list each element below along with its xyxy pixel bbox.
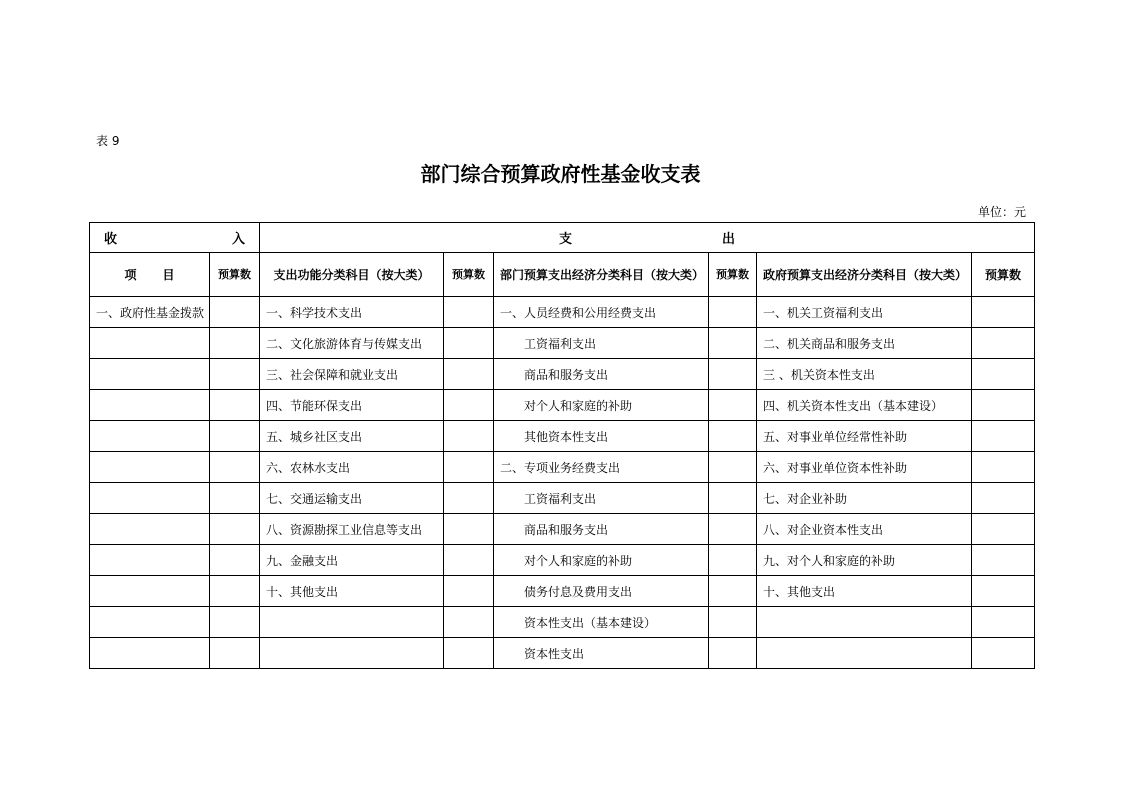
gov-amount-cell — [972, 359, 1035, 390]
col-header-gov-amount: 预算数 — [972, 253, 1035, 297]
gov-economic-item-cell: 八、对企业资本性支出 — [757, 514, 972, 545]
gov-amount-cell — [972, 297, 1035, 328]
dept-economic-item-cell: 商品和服务支出 — [494, 359, 709, 390]
item-char-a: 项 — [124, 268, 137, 282]
dept-economic-item-cell: 二、专项业务经费支出 — [494, 452, 709, 483]
col-header-functional-amount: 预算数 — [444, 253, 494, 297]
functional-amount-cell — [444, 359, 494, 390]
functional-item-cell: 三、社会保障和就业支出 — [260, 359, 444, 390]
table-row — [90, 607, 1035, 638]
gov-amount-cell — [972, 483, 1035, 514]
budget-table — [89, 222, 1035, 669]
functional-item-cell — [260, 638, 444, 669]
expense-right-char: 出 — [722, 232, 736, 247]
functional-amount-cell — [444, 607, 494, 638]
functional-item-cell: 六、农林水支出 — [260, 452, 444, 483]
gov-economic-item-cell: 三 、机关资本性支出 — [757, 359, 972, 390]
dept-amount-cell — [709, 359, 757, 390]
col-header-functional: 支出功能分类科目（按大类） — [260, 253, 444, 297]
income-item-cell — [90, 328, 210, 359]
income-item-cell — [90, 390, 210, 421]
dept-economic-item-cell: 对个人和家庭的补助 — [494, 545, 709, 576]
income-item-cell — [90, 576, 210, 607]
gov-amount-cell — [972, 328, 1035, 359]
dept-amount-cell — [709, 390, 757, 421]
gov-economic-item-cell: 一、机关工资福利支出 — [757, 297, 972, 328]
functional-amount-cell — [444, 421, 494, 452]
income-item-cell — [90, 421, 210, 452]
functional-item-cell: 八、资源勘探工业信息等支出 — [260, 514, 444, 545]
item-char-b: 目 — [162, 268, 175, 282]
functional-amount-cell — [444, 638, 494, 669]
gov-amount-cell — [972, 545, 1035, 576]
col-header-dept-amount: 预算数 — [709, 253, 757, 297]
income-amount-cell — [210, 452, 260, 483]
gov-economic-item-cell — [757, 607, 972, 638]
gov-economic-item-cell: 六、对事业单位资本性补助 — [757, 452, 972, 483]
dept-economic-item-cell: 资本性支出 — [494, 638, 709, 669]
gov-economic-item-cell: 七、对企业补助 — [757, 483, 972, 514]
col-header-gov-economic: 政府预算支出经济分类科目（按大类） — [757, 253, 972, 297]
unit-label: 单位：元 — [977, 205, 1026, 219]
income-amount-cell — [210, 359, 260, 390]
dept-economic-item-cell: 工资福利支出 — [494, 483, 709, 514]
group-header-row — [90, 223, 1035, 253]
dept-economic-item-cell: 对个人和家庭的补助 — [494, 390, 709, 421]
functional-amount-cell — [444, 576, 494, 607]
income-left-char: 收 — [104, 232, 118, 247]
expense-group-header — [260, 223, 1035, 253]
income-amount-cell — [210, 638, 260, 669]
functional-amount-cell — [444, 514, 494, 545]
functional-amount-cell — [444, 483, 494, 514]
income-item-cell: 一、政府性基金拨款 — [90, 297, 210, 328]
column-header-row — [90, 253, 1035, 297]
functional-item-cell: 二、文化旅游体育与传媒支出 — [260, 328, 444, 359]
income-item-cell — [90, 359, 210, 390]
gov-amount-cell — [972, 390, 1035, 421]
gov-economic-item-cell: 九、对个人和家庭的补助 — [757, 545, 972, 576]
dept-amount-cell — [709, 576, 757, 607]
gov-economic-item-cell: 五、对事业单位经常性补助 — [757, 421, 972, 452]
dept-economic-item-cell: 资本性支出（基本建设） — [494, 607, 709, 638]
dept-amount-cell — [709, 328, 757, 359]
functional-item-cell: 七、交通运输支出 — [260, 483, 444, 514]
income-right-char: 入 — [231, 232, 245, 247]
table-row — [90, 390, 1035, 421]
gov-amount-cell — [972, 452, 1035, 483]
gov-amount-cell — [972, 607, 1035, 638]
gov-economic-item-cell: 二、机关商品和服务支出 — [757, 328, 972, 359]
functional-item-cell: 一、科学技术支出 — [260, 297, 444, 328]
functional-item-cell: 九、金融支出 — [260, 545, 444, 576]
col-header-dept-economic: 部门预算支出经济分类科目（按大类） — [494, 253, 709, 297]
income-amount-cell — [210, 545, 260, 576]
gov-amount-cell — [972, 576, 1035, 607]
functional-item-cell: 十、其他支出 — [260, 576, 444, 607]
table-row — [90, 638, 1035, 669]
dept-amount-cell — [709, 545, 757, 576]
gov-amount-cell — [972, 514, 1035, 545]
functional-item-cell — [260, 607, 444, 638]
dept-economic-item-cell: 商品和服务支出 — [494, 514, 709, 545]
income-amount-cell — [210, 576, 260, 607]
income-amount-cell — [210, 514, 260, 545]
dept-economic-item-cell: 债务付息及费用支出 — [494, 576, 709, 607]
income-amount-cell — [210, 328, 260, 359]
gov-economic-item-cell: 四、机关资本性支出（基本建设） — [757, 390, 972, 421]
dept-amount-cell — [709, 297, 757, 328]
functional-item-cell: 四、节能环保支出 — [260, 390, 444, 421]
dept-amount-cell — [709, 483, 757, 514]
income-group-header — [90, 223, 260, 253]
table-row — [90, 328, 1035, 359]
gov-economic-item-cell — [757, 638, 972, 669]
table-row — [90, 514, 1035, 545]
income-item-cell — [90, 545, 210, 576]
dept-economic-item-cell: 一、人员经费和公用经费支出 — [494, 297, 709, 328]
functional-item-cell: 五、城乡社区支出 — [260, 421, 444, 452]
functional-amount-cell — [444, 545, 494, 576]
income-amount-cell — [210, 297, 260, 328]
table-row — [90, 576, 1035, 607]
dept-amount-cell — [709, 638, 757, 669]
income-item-cell — [90, 638, 210, 669]
table-row — [90, 545, 1035, 576]
functional-amount-cell — [444, 297, 494, 328]
income-item-cell — [90, 514, 210, 545]
gov-economic-item-cell: 十、其他支出 — [757, 576, 972, 607]
dept-amount-cell — [709, 421, 757, 452]
income-item-cell — [90, 607, 210, 638]
dept-amount-cell — [709, 452, 757, 483]
page-title: 部门综合预算政府性基金收支表 — [420, 162, 701, 186]
expense-left-char: 支 — [559, 232, 573, 247]
income-amount-cell — [210, 421, 260, 452]
functional-amount-cell — [444, 328, 494, 359]
income-amount-cell — [210, 390, 260, 421]
gov-amount-cell — [972, 638, 1035, 669]
dept-economic-item-cell: 其他资本性支出 — [494, 421, 709, 452]
table-row — [90, 359, 1035, 390]
income-amount-cell — [210, 607, 260, 638]
income-item-cell — [90, 483, 210, 514]
functional-amount-cell — [444, 452, 494, 483]
dept-amount-cell — [709, 514, 757, 545]
table-row — [90, 452, 1035, 483]
dept-amount-cell — [709, 607, 757, 638]
col-header-income-amount: 预算数 — [210, 253, 260, 297]
dept-economic-item-cell: 工资福利支出 — [494, 328, 709, 359]
table-number: 表 9 — [96, 134, 120, 148]
table-row — [90, 483, 1035, 514]
income-item-cell — [90, 452, 210, 483]
table-row — [90, 297, 1035, 328]
col-header-item — [90, 253, 210, 297]
gov-amount-cell — [972, 421, 1035, 452]
income-amount-cell — [210, 483, 260, 514]
table-row — [90, 421, 1035, 452]
functional-amount-cell — [444, 390, 494, 421]
